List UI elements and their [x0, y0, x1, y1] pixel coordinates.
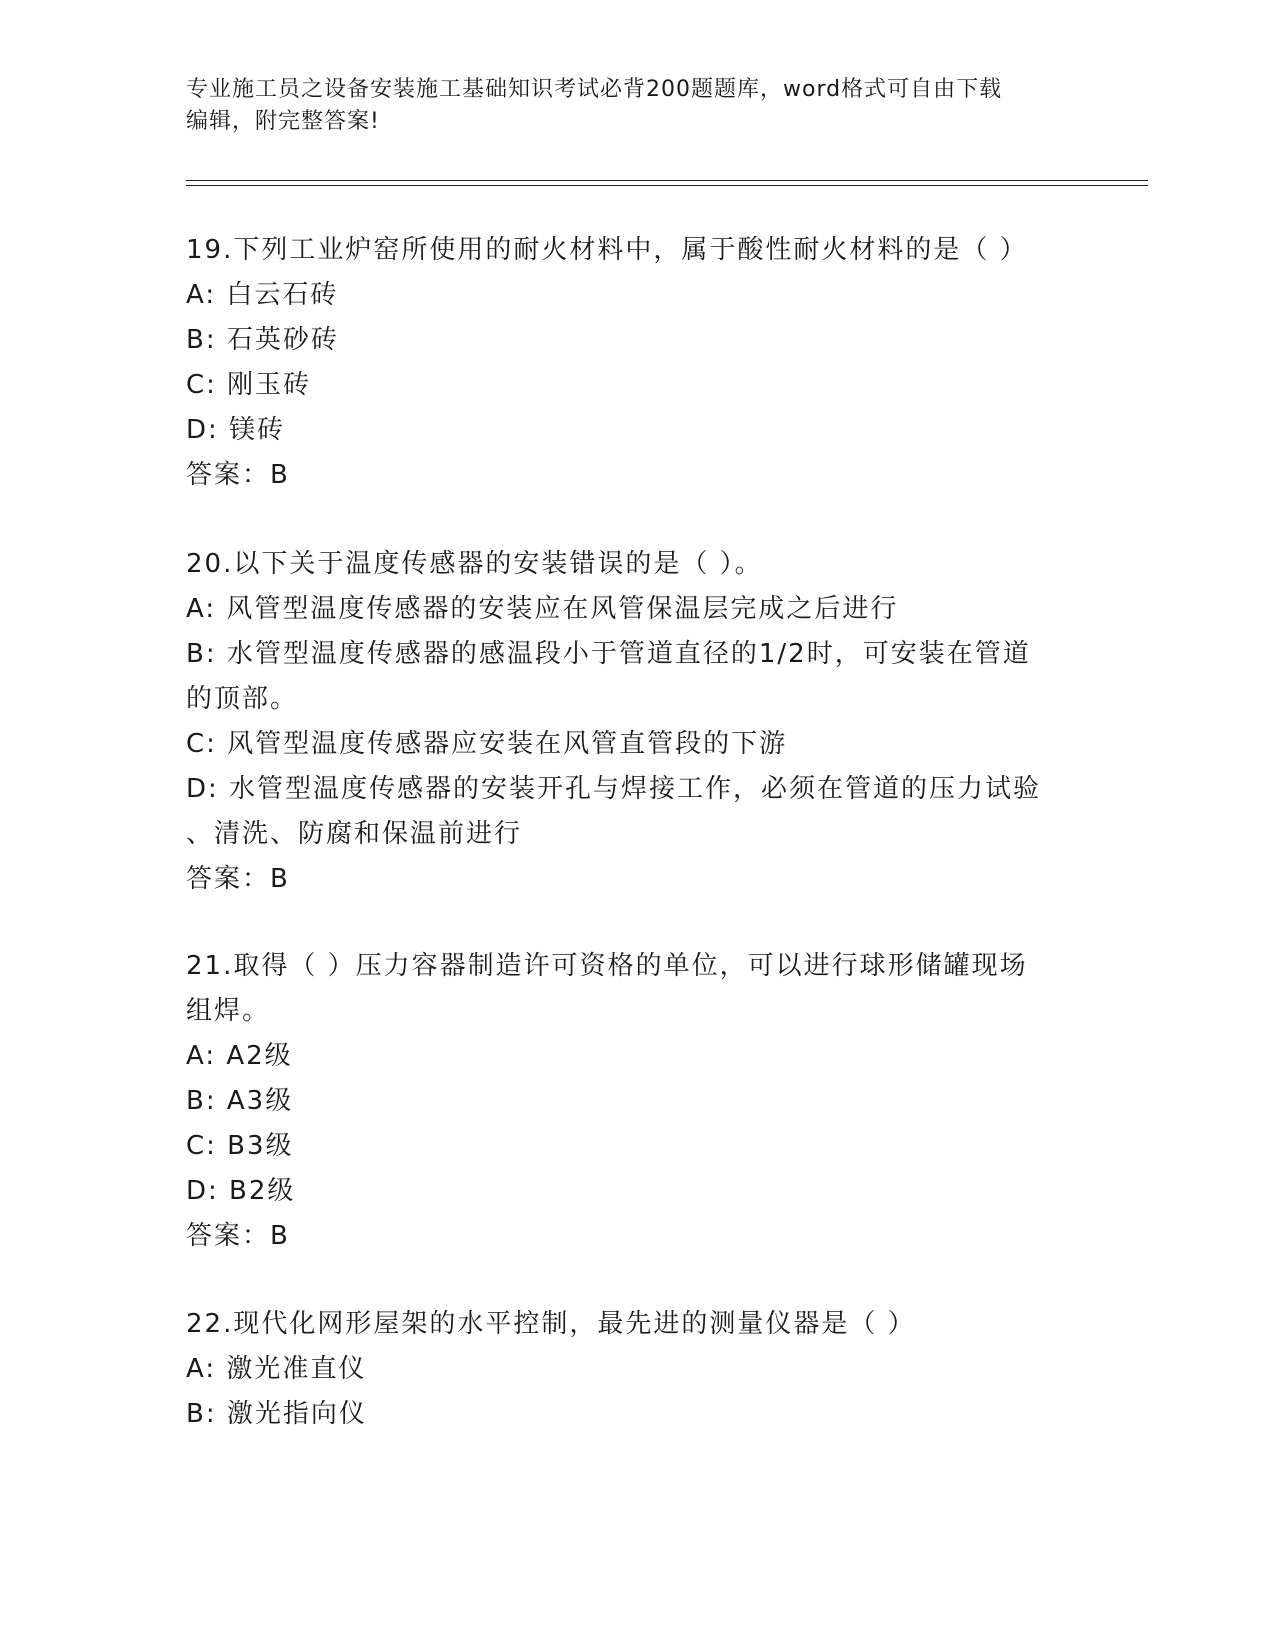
option-a: A: A2级: [186, 1041, 293, 1071]
answer: 答案：B: [186, 1221, 290, 1251]
option-c: C: 刚玉砖: [186, 370, 312, 400]
question-19: [186, 228, 1086, 498]
option-d-continued: 、清洗、防腐和保温前进行: [186, 819, 523, 849]
question-stem: 20.以下关于温度传感器的安装错误的是（ ）。: [186, 549, 763, 579]
option-a: A: 白云石砖: [186, 280, 339, 310]
question-21: [186, 944, 1086, 1259]
question-stem: 22.现代化网形屋架的水平控制，最先进的测量仪器是（ ）: [186, 1309, 916, 1339]
question-stem-continued: 组焊。: [186, 996, 271, 1026]
option-a: A: 风管型温度传感器的安装应在风管保温层完成之后进行: [186, 594, 899, 624]
option-a: A: 激光准直仪: [186, 1354, 367, 1384]
option-b: B: 激光指向仪: [186, 1399, 367, 1429]
header-title-line-2: 编辑，附完整答案!: [186, 109, 380, 134]
header-title-line-1: 专业施工员之设备安装施工基础知识考试必背200题题库，word格式可自由下载: [186, 77, 1003, 102]
answer: 答案：B: [186, 864, 290, 894]
option-c: C: B3级: [186, 1131, 294, 1161]
option-d: D: 水管型温度传感器的安装开孔与焊接工作，必须在管道的压力试验: [186, 774, 1042, 804]
document-header: [186, 74, 1066, 138]
option-d: D: 镁砖: [186, 415, 286, 445]
option-d: D: B2级: [186, 1176, 296, 1206]
answer: 答案：B: [186, 460, 290, 490]
option-b: B: 水管型温度传感器的感温段小于管道直径的1/2时，可安装在管道: [186, 639, 1031, 669]
question-stem: 19.下列工业炉窑所使用的耐火材料中，属于酸性耐火材料的是（ ）: [186, 235, 1028, 265]
option-b: B: 石英砂砖: [186, 325, 339, 355]
option-b: B: A3级: [186, 1086, 294, 1116]
header-divider-top: [186, 180, 1148, 181]
question-stem: 21.取得（ ）压力容器制造许可资格的单位，可以进行球形储罐现场: [186, 951, 1028, 981]
option-b-continued: 的顶部。: [186, 684, 299, 714]
question-22: [186, 1302, 1086, 1437]
option-c: C: 风管型温度传感器应安装在风管直管段的下游: [186, 729, 788, 759]
question-20: [186, 542, 1086, 902]
header-divider-bottom: [186, 185, 1148, 186]
